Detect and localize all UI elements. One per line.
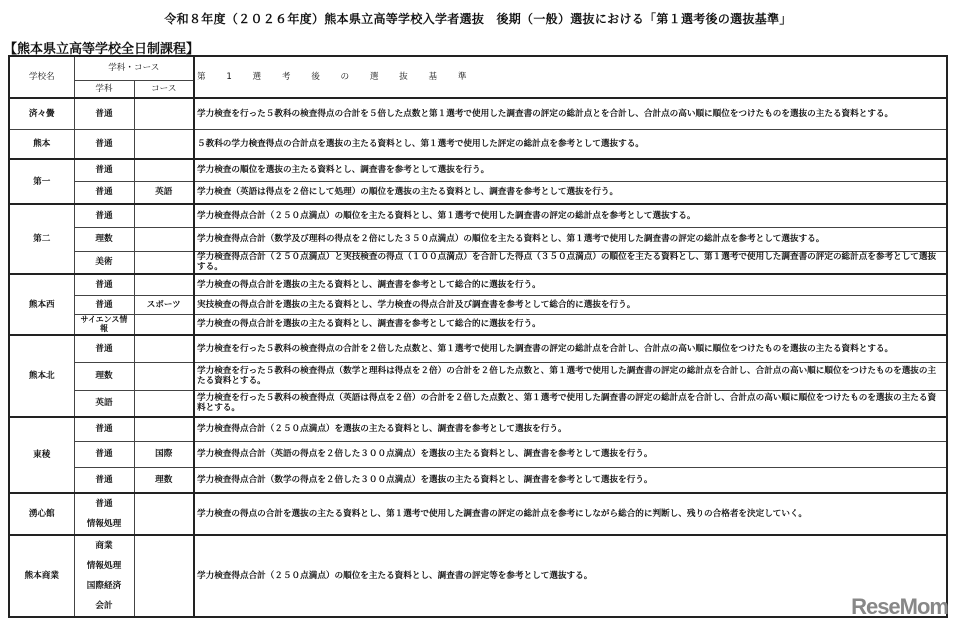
table-row — [9, 441, 947, 467]
dept: 普通 — [74, 98, 134, 129]
dept: 普通 — [74, 204, 134, 227]
course — [134, 251, 194, 274]
dept: 普通 — [74, 274, 134, 295]
criteria: 学力検査を行った５教科の検査得点の合計を５倍した点数と第１選考で使用した調査書の評定の総計点とを合計し、合計点の高い順に順位をつけたものを選抜の主たる資料とする。 — [194, 98, 947, 129]
course: スポーツ — [134, 295, 194, 314]
table-row — [9, 227, 947, 251]
dept: 普通 — [74, 159, 134, 181]
criteria: 学力検査得点合計（数学の得点を２倍した３００点満点）を選抜の主たる資料とし、調査書を参考として選抜を行う。 — [194, 467, 947, 493]
course — [134, 390, 194, 417]
section-title: 【熊本県立高等学校全日制課程】 — [4, 42, 200, 57]
school-name: 熊本商業 — [9, 535, 74, 617]
criteria: 学力検査得点合計（英語の得点を２倍した３００点満点）を選抜の主たる資料とし、調査書を参考として選抜を行う。 — [194, 441, 947, 467]
criteria: 実技検査の得点合計を選抜の主たる資料とし、学力検査の得点合計及び調査書を参考として総合的に選抜を行う。 — [194, 295, 947, 314]
table-row — [9, 181, 947, 204]
header-criteria: 第 1 選 考 後 の 選 抜 基 準 — [197, 72, 476, 82]
table-row — [9, 204, 947, 227]
course — [134, 493, 194, 535]
dept: 会計 — [95, 601, 113, 611]
course — [134, 159, 194, 181]
school-name: 熊本北 — [9, 335, 74, 417]
course: 理数 — [134, 467, 194, 493]
school-name: 熊本西 — [9, 274, 74, 335]
course — [134, 535, 194, 617]
criteria: 学力検査を行った５教科の検査得点（英語は得点を２倍）の合計を２倍した点数と、第１選考で使用した調査書の評定の総計点を合計し、合計点の高い順に順位をつけたものを選抜の主たる資料とする。 — [194, 390, 947, 417]
criteria: 学力検査を行った５教科の検査得点（数学と理科は得点を２倍）の合計を２倍した点数と、第１選考で使用した調査書の評定の総計点を合計し、合計点の高い順に順位をつけたものを選抜の主たる資料とする。 — [194, 362, 947, 390]
dept: 普通 — [74, 441, 134, 467]
dept: 普通 — [95, 499, 113, 509]
criteria: 学力検査得点合計（２５０点満点）の順位を主たる資料とし、第１選考で使用した調査書の評定の総計点を参考として選抜する。 — [194, 204, 947, 227]
criteria: 学力検査得点合計（２５０点満点）を選抜の主たる資料とし、調査書を参考として選抜を行う。 — [194, 417, 947, 441]
dept: 普通 — [74, 181, 134, 204]
criteria: 学力検査得点合計（数学及び理科の得点を２倍にした３５０点満点）の順位を主たる資料とし、第１選考で使用した調査書の評定の総計点を参考として選抜する。 — [194, 227, 947, 251]
table-row — [9, 362, 947, 390]
document-title: 令和８年度（２０２６年度）熊本県立高等学校入学者選抜 後期（一般）選抜における「第１選考後の選抜基準」 — [164, 12, 792, 26]
table-row — [9, 295, 947, 314]
table-row — [9, 467, 947, 493]
dept: 普通 — [74, 129, 134, 159]
table-row — [9, 159, 947, 181]
dept: 理数 — [74, 227, 134, 251]
criteria: 学力検査を行った５教科の検査得点の合計を２倍した点数と、第１選考で使用した調査書の評定の総計点を合計し、合計点の高い順に順位をつけたものを選抜の主たる資料とする。 — [194, 335, 947, 362]
school-name: 東稜 — [9, 417, 74, 493]
criteria: 学力検査の順位を選抜の主たる資料とし、調査書を参考として選抜を行う。 — [194, 159, 947, 181]
criteria: 学力検査の得点の合計を選抜の主たる資料とし、第１選考で使用した調査書の評定の総計点を参考にしながら総合的に判断し、残りの合格者を決定していく。 — [194, 493, 947, 535]
dept: サイエンス情報 — [74, 314, 134, 335]
dept: 普通 — [74, 467, 134, 493]
header-dept-course: 学科・コース — [74, 56, 194, 80]
criteria: 学力検査の得点合計を選抜の主たる資料とし、調査書を参考として総合的に選抜を行う。 — [194, 314, 947, 335]
header-course: コース — [134, 80, 194, 98]
table-row — [9, 251, 947, 274]
course — [134, 98, 194, 129]
dept: 普通 — [74, 295, 134, 314]
course — [134, 129, 194, 159]
table-row — [9, 314, 947, 335]
course — [134, 362, 194, 390]
table-row — [9, 274, 947, 295]
dept: 美術 — [74, 251, 134, 274]
table-row — [9, 98, 947, 129]
dept: 普通 — [74, 335, 134, 362]
dept: 情報処理 — [86, 519, 122, 529]
resemom-watermark: ReseMom — [851, 594, 948, 619]
criteria: ５教科の学力検査得点の合計点を選抜の主たる資料とし、第１選考で使用した評定の総計点を参考として選抜する。 — [194, 129, 947, 159]
table-row — [9, 390, 947, 417]
selection-criteria-table — [8, 55, 948, 618]
table-row — [9, 493, 947, 535]
table-row — [9, 129, 947, 159]
dept: 英語 — [74, 390, 134, 417]
table-row — [9, 335, 947, 362]
school-name: 第二 — [9, 204, 74, 274]
dept: 国際経済 — [86, 581, 122, 591]
table-row — [9, 535, 947, 617]
course — [134, 417, 194, 441]
criteria: 学力検査得点合計（２５０点満点）の順位を主たる資料とし、調査書の評定等を参考として選抜する。 — [194, 535, 947, 617]
school-name: 湧心館 — [9, 493, 74, 535]
school-name: 熊本 — [9, 129, 74, 159]
course — [134, 204, 194, 227]
dept: 普通 — [74, 417, 134, 441]
header-dept: 学科 — [74, 80, 134, 98]
course — [134, 335, 194, 362]
course — [134, 274, 194, 295]
course: 英語 — [134, 181, 194, 204]
criteria: 学力検査（英語は得点を２倍にして処理）の順位を選抜の主たる資料とし、調査書を参考として選抜を行う。 — [194, 181, 947, 204]
dept: 情報処理 — [86, 561, 122, 571]
course — [134, 314, 194, 335]
school-name: 済々黌 — [9, 98, 74, 129]
table-row — [9, 417, 947, 441]
course — [134, 227, 194, 251]
course: 国際 — [134, 441, 194, 467]
school-name: 第一 — [9, 159, 74, 204]
header-school: 学校名 — [9, 56, 74, 98]
dept: 理数 — [74, 362, 134, 390]
criteria: 学力検査の得点合計を選抜の主たる資料とし、調査書を参考として総合的に選抜を行う。 — [194, 274, 947, 295]
criteria: 学力検査得点合計（２５０点満点）と実技検査の得点（１００点満点）を合計した得点（３５０点満点）の順位を主たる資料とし、第１選考で使用した調査書の評定の総計点を参考として選抜する。 — [194, 251, 947, 274]
dept: 商業 — [95, 541, 113, 551]
